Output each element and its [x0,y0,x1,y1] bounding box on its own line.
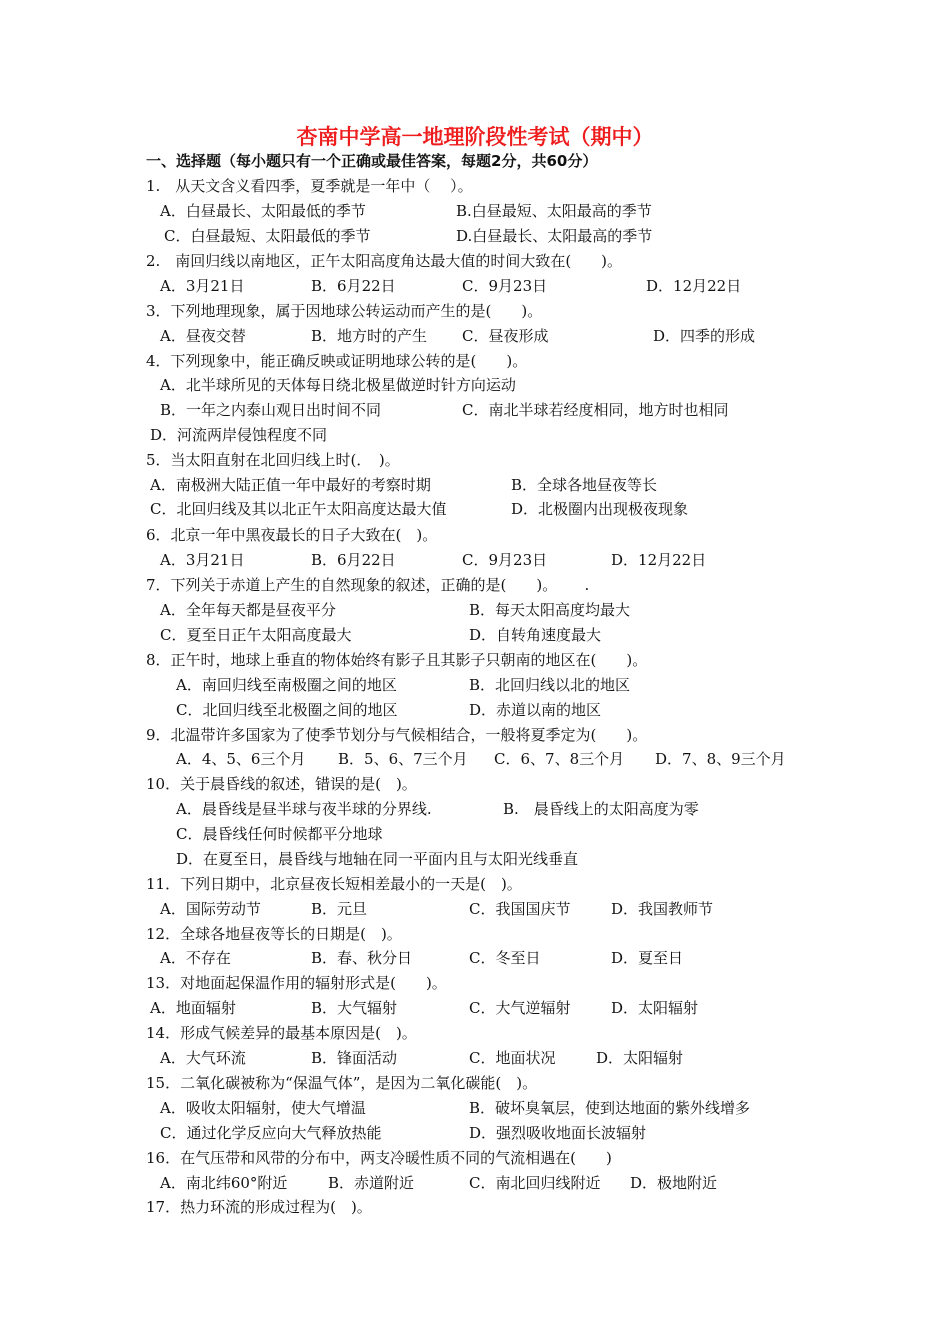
option-a: A．4、5、6三个月 [176,750,306,768]
option-b: B．每天太阳高度均最大 [469,601,631,619]
question-stem: 14．形成气候差异的最基本原因是( )。 [146,1024,417,1042]
option-d: D．北极圈内出现极夜现象 [511,500,689,518]
option-a: A．北半球所见的天体每日绕北极星做逆时针方向运动 [160,376,516,394]
option-d: D．我国教师节 [611,900,714,918]
option-b: B．6月22日 [311,277,396,295]
option-c: C．白昼最短、太阳最低的季节 [164,227,371,245]
option-a: A．吸收太阳辐射，使大气增温 [160,1099,366,1117]
option-a: A．3月21日 [160,551,245,569]
option-d: D.白昼最长、太阳最高的季节 [456,227,653,245]
option-d: D．河流两岸侵蚀程度不同 [150,426,328,444]
option-c: C．北回归线及其以北正午太阳高度达最大值 [150,500,447,518]
option-a: A．南北纬60°附近 [160,1174,288,1192]
question-stem: 16．在气压带和风带的分布中，两支冷暖性质不同的气流相遇在( ) [146,1149,612,1167]
option-c: C．9月23日 [462,551,548,569]
question-stem: 12．全球各地昼夜等长的日期是( )。 [146,925,402,943]
option-a: A．大气环流 [160,1049,246,1067]
question-stem: 6．北京一年中黑夜最长的日子大致在( )。 [146,526,438,544]
option-a: A．国际劳动节 [160,900,261,918]
section-heading: 一、选择题（每小题只有一个正确或最佳答案，每题2分，共60分） [146,152,598,170]
option-b: B．赤道附近 [328,1174,415,1192]
option-c: C．夏至日正午太阳高度最大 [160,626,352,644]
option-c: C．地面状况 [469,1049,556,1067]
question-stem: 17．热力环流的形成过程为( )。 [146,1198,372,1216]
option-a: A．南回归线至南极圈之间的地区 [176,676,397,694]
option-c: C．冬至日 [469,949,541,967]
question-stem: 7．下列关于赤道上产生的自然现象的叙述，正确的是( )。 . [146,576,590,594]
option-d: D．12月22日 [611,551,707,569]
option-d: D．在夏至日，晨昏线与地轴在同一平面内且与太阳光线垂直 [176,850,579,868]
question-stem: 1. 从天文含义看四季，夏季就是一年中（ ）。 [146,177,473,195]
option-b: B．5、6、7三个月 [338,750,468,768]
option-b: B．锋面活动 [311,1049,398,1067]
option-b: B．春、秋分日 [311,949,413,967]
option-b: B．元旦 [311,900,368,918]
option-a: A．地面辐射 [150,999,236,1017]
option-a: A．不存在 [160,949,231,967]
option-d: D．夏至日 [611,949,684,967]
question-stem: 15．二氧化碳被称为“保温气体”，是因为二氧化碳能( )。 [146,1074,538,1092]
option-a: A．3月21日 [160,277,245,295]
option-c: C．9月23日 [462,277,548,295]
option-c: C．南北回归线附近 [469,1174,601,1192]
option-b: B．北回归线以北的地区 [469,676,631,694]
option-b: B．破坏臭氧层，使到达地面的紫外线增多 [469,1099,751,1117]
question-stem: 3．下列地理现象，属于因地球公转运动而产生的是( )。 [146,302,543,320]
option-a: A．全年每天都是昼夜平分 [160,601,336,619]
option-d: D．7、8、9三个月 [655,750,786,768]
option-c: C．我国国庆节 [469,900,571,918]
question-stem: 4．下列现象中，能正确反映或证明地球公转的是( )。 [146,352,528,370]
option-c: C．6、7、8三个月 [494,750,625,768]
option-d: D．极地附近 [630,1174,718,1192]
option-a: A．白昼最长、太阳最低的季节 [160,202,366,220]
option-b: B．大气辐射 [311,999,398,1017]
option-c: C．晨昏线任何时候都平分地球 [176,825,383,843]
option-a: A．晨昏线是昼半球与夜半球的分界线. [176,800,432,818]
option-d: D．强烈吸收地面长波辐射 [469,1124,647,1142]
option-c: C．南北半球若经度相同，地方时也相同 [462,401,729,419]
option-d: D．太阳辐射 [596,1049,684,1067]
option-b: B．一年之内泰山观日出时间不同 [160,401,382,419]
question-stem: 9．北温带许多国家为了使季节划分与气候相结合，一般将夏季定为( )。 [146,726,648,744]
option-a: A．南极洲大陆正值一年中最好的考察时期 [150,476,431,494]
option-c: C．昼夜形成 [462,327,549,345]
question-stem: 5．当太阳直射在北回归线上时(． )。 [146,451,400,469]
option-b: B．6月22日 [311,551,396,569]
question-stem: 13．对地面起保温作用的辐射形式是( )。 [146,974,447,992]
option-b: B.白昼最短、太阳最高的季节 [456,202,652,220]
question-stem: 8．正午时，地球上垂直的物体始终有影子且其影子只朝南的地区在( )。 [146,651,648,669]
option-d: D．太阳辐射 [611,999,699,1017]
option-b: B. 晨昏线上的太阳高度为零 [503,800,699,818]
option-d: D．自转角速度最大 [469,626,602,644]
option-d: D．赤道以南的地区 [469,701,602,719]
question-stem: 2. 南回归线以南地区，正午太阳高度角达最大值的时间大致在( )。 [146,252,623,270]
page-title: 杏南中学高一地理阶段性考试（期中） [296,125,654,149]
option-b: B．地方时的产生 [311,327,428,345]
option-d: D．12月22日 [646,277,742,295]
option-c: C．北回归线至北极圈之间的地区 [176,701,398,719]
option-a: A．昼夜交替 [160,327,246,345]
option-c: C．通过化学反应向大气释放热能 [160,1124,382,1142]
option-d: D．四季的形成 [653,327,756,345]
option-b: B．全球各地昼夜等长 [511,476,658,494]
option-c: C．大气逆辐射 [469,999,571,1017]
question-stem: 10．关于晨昏线的叙述，错误的是( )。 [146,775,417,793]
question-stem: 11．下列日期中，北京昼夜长短相差最小的一天是( )。 [146,875,522,893]
